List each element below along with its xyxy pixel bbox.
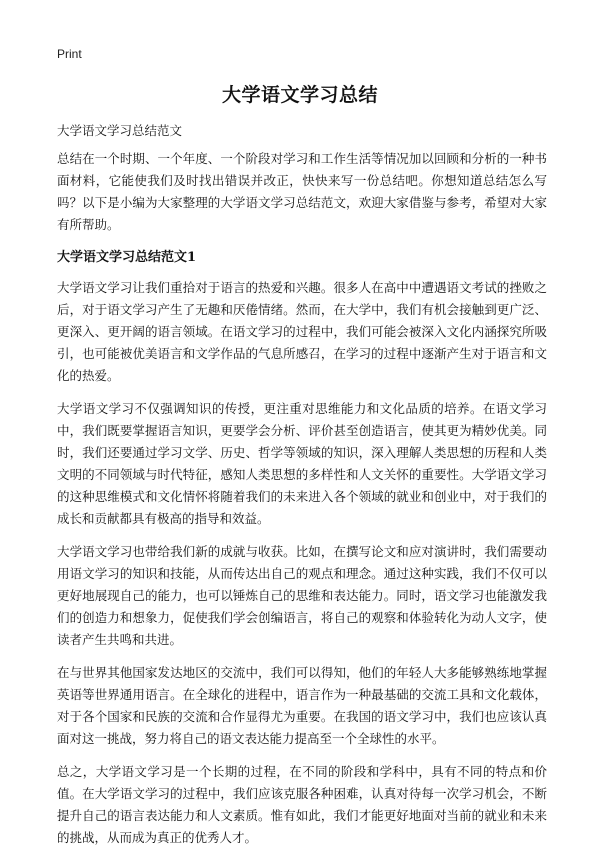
body-paragraph-2: 大学语文学习不仅强调知识的传授，更注重对思维能力和文化品质的培养。在语文学习中，我们既要掌握语言知识，更要学会分析、评价甚至创造语言，使其更为精妙优美。同时，我们还要通过学习文学、历史、哲学等领域的知识，深入理解人类思想的历程和人类文明的不同领域与时代特征，感知人类思想的多样性和人文关怀的重要性。大学语文学习的这种思维模式和文化情怀将随着我们的未来进入各个领域的就业和创业中，对于我们的成长和贡献都具有极高的指导和效益。 <box>57 401 547 526</box>
document-title: 大学语文学习总结 <box>221 84 378 106</box>
print-label[interactable]: Print <box>57 47 82 61</box>
body-paragraph-4: 在与世界其他国家发达地区的交流中，我们可以得知，他们的年轻人大多能够熟练地掌握英语等世界通用语言。在全球化的进程中，语言作为一种最基础的交流工具和文化载体，对于各个国家和民族的交流和合作显得尤为重要。在我国的语文学习中，我们也应该认真面对这一挑战，努力将自己的语文表达能力提高至一个全球性的水平。 <box>57 665 547 746</box>
section-heading: 大学语文学习总结范文1 <box>57 250 197 265</box>
body-paragraph-1: 大学语文学习让我们重拾对于语言的热爱和兴趣。很多人在高中中遭遇语文考试的挫败之后，对于语文学习产生了无趣和厌倦情绪。然而，在大学中，我们有机会接触到更广泛、更深入、更开阔的语言领域。在语文学习的过程中，我们可能会被深入文化内涵探究所吸引，也可能被优美语言和文学作品的气息所感召，在学习的过程中逐渐产生对于语言和文化的热爱。 <box>57 280 547 383</box>
body-paragraph-5: 总之，大学语文学习是一个长期的过程，在不同的阶段和学科中，具有不同的特点和价值。在大学语文学习的过程中，我们应该克服各种困难，认真对待每一次学习机会，不断提升自己的语言表达能力和人文素质。惟有如此，我们才能更好地面对当前的就业和未来的挑战，从而成为真正的优秀人才。 <box>57 764 547 845</box>
body-paragraph-3: 大学语文学习也带给我们新的成就与收获。比如，在撰写论文和应对演讲时，我们需要动用语文学习的知识和技能，从而传达出自己的观点和理念。通过这种实践，我们不仅可以更好地展现自己的能力，也可以锤炼自己的思维和表达能力。同时，语文学习也能激发我们的创造力和想象力，促使我们学会创编语言，将自己的观察和体验转化为动人文字，使读者产生共鸣和共进。 <box>57 544 547 647</box>
intro-paragraph: 总结在一个时期、一个年度、一个阶段对学习和工作生活等情况加以回顾和分析的一种书面材料，它能使我们及时找出错误并改正，快快来写一份总结吧。你想知道总结怎么写吗？以下是小编为大家整理的大学语文学习总结范文，欢迎大家借鉴与参考，希望对大家有所帮助。 <box>57 151 547 232</box>
document-subtitle: 大学语文学习总结范文 <box>57 123 183 138</box>
document-body <box>57 120 547 860</box>
